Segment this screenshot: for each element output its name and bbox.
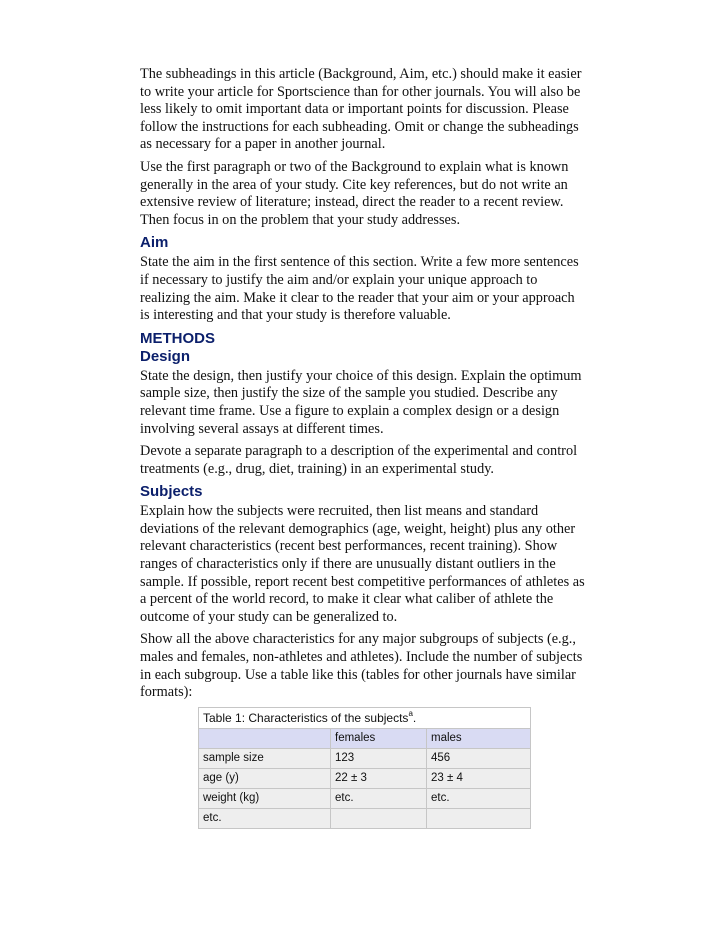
- table-cell: etc.: [427, 788, 531, 808]
- table-cell: etc.: [199, 808, 331, 828]
- subjects-paragraph-2: Show all the above characteristics for any major subgroups of subjects (e.g., males and females, non-athletes and athletes). Include the number of subjects in each subgroup. Use a table like this (tables for other journals have similar formats):: [140, 631, 583, 701]
- table-header-cell: males: [427, 728, 531, 748]
- table-cell: 123: [331, 748, 427, 768]
- table-cell: 456: [427, 748, 531, 768]
- aim-heading: Aim: [140, 234, 169, 252]
- aim-paragraph-1: State the aim in the first sentence of this section. Write a few more sentences if necessary to justify the aim and/or explain your unique approach to realizing the aim. Make it clear to the reader that your aim or your approach is interesting and that your study is therefore valuable.: [140, 254, 579, 324]
- table-row: [199, 808, 531, 828]
- characteristics-table-wrapper: [198, 707, 592, 829]
- table-caption-footnote-mark: a: [408, 708, 413, 718]
- table-header-row: [199, 728, 531, 748]
- table-caption-end: .: [412, 710, 417, 725]
- table-header-cell: [199, 728, 331, 748]
- design-heading: Design: [140, 347, 191, 365]
- table-cell: 22 ± 3: [331, 768, 427, 788]
- table-row: [199, 788, 531, 808]
- table-caption: [199, 707, 531, 728]
- table-cell: [427, 808, 531, 828]
- table-header-cell: females: [331, 728, 427, 748]
- table-row: [199, 748, 531, 768]
- background-paragraph-1: The subheadings in this article (Background, Aim, etc.) should make it easier to write your article for Sportscience than for other journals. You will also be less likely to omit important data or important points for discussion. Please follow the instructions for each subheading. Omit or change the subheadings as necessary for a paper in another journal.: [140, 66, 582, 153]
- table-row: [199, 768, 531, 788]
- subjects-heading: Subjects: [140, 483, 203, 501]
- table-caption-text: Table 1: Characteristics of the subjects: [203, 710, 409, 725]
- table-caption-row: [199, 707, 531, 728]
- design-paragraph-2: Devote a separate paragraph to a description of the experimental and control treatments (e.g., drug, diet, training) in an experimental study.: [140, 443, 578, 477]
- table-cell: sample size: [199, 748, 331, 768]
- table-cell: weight (kg): [199, 788, 331, 808]
- methods-heading: METHODS: [140, 329, 215, 347]
- subjects-paragraph-1: Explain how the subjects were recruited, then list means and standard deviations of the relevant demographics (age, weight, height) plus any other relevant characteristics (recent best performances, recent training). Show ranges of characteristics only if there are unusually distant outliers in the sample. If possible, report recent best competitive performances of athletes as a percent of the world record, to make it clear what caliber of athlete the outcome of your study can be generalized to.: [140, 503, 585, 625]
- design-paragraph-1: State the design, then justify your choice of this design. Explain the optimum sample size, then justify the size of the sample you studied. Describe any relevant time frame. Use a figure to explain a complex design or a design involving several assays at different times.: [140, 367, 582, 437]
- document-body: [140, 66, 592, 829]
- background-paragraph-2: Use the first paragraph or two of the Background to explain what is known generally in the area of your study. Cite key references, but do not write an extensive review of literature; instead, direct the reader to a recent review. Then focus in on the problem that your study addresses.: [140, 158, 569, 228]
- table-cell: [331, 808, 427, 828]
- table-cell: 23 ± 4: [427, 768, 531, 788]
- table-cell: age (y): [199, 768, 331, 788]
- table-cell: etc.: [331, 788, 427, 808]
- characteristics-table: [198, 707, 531, 829]
